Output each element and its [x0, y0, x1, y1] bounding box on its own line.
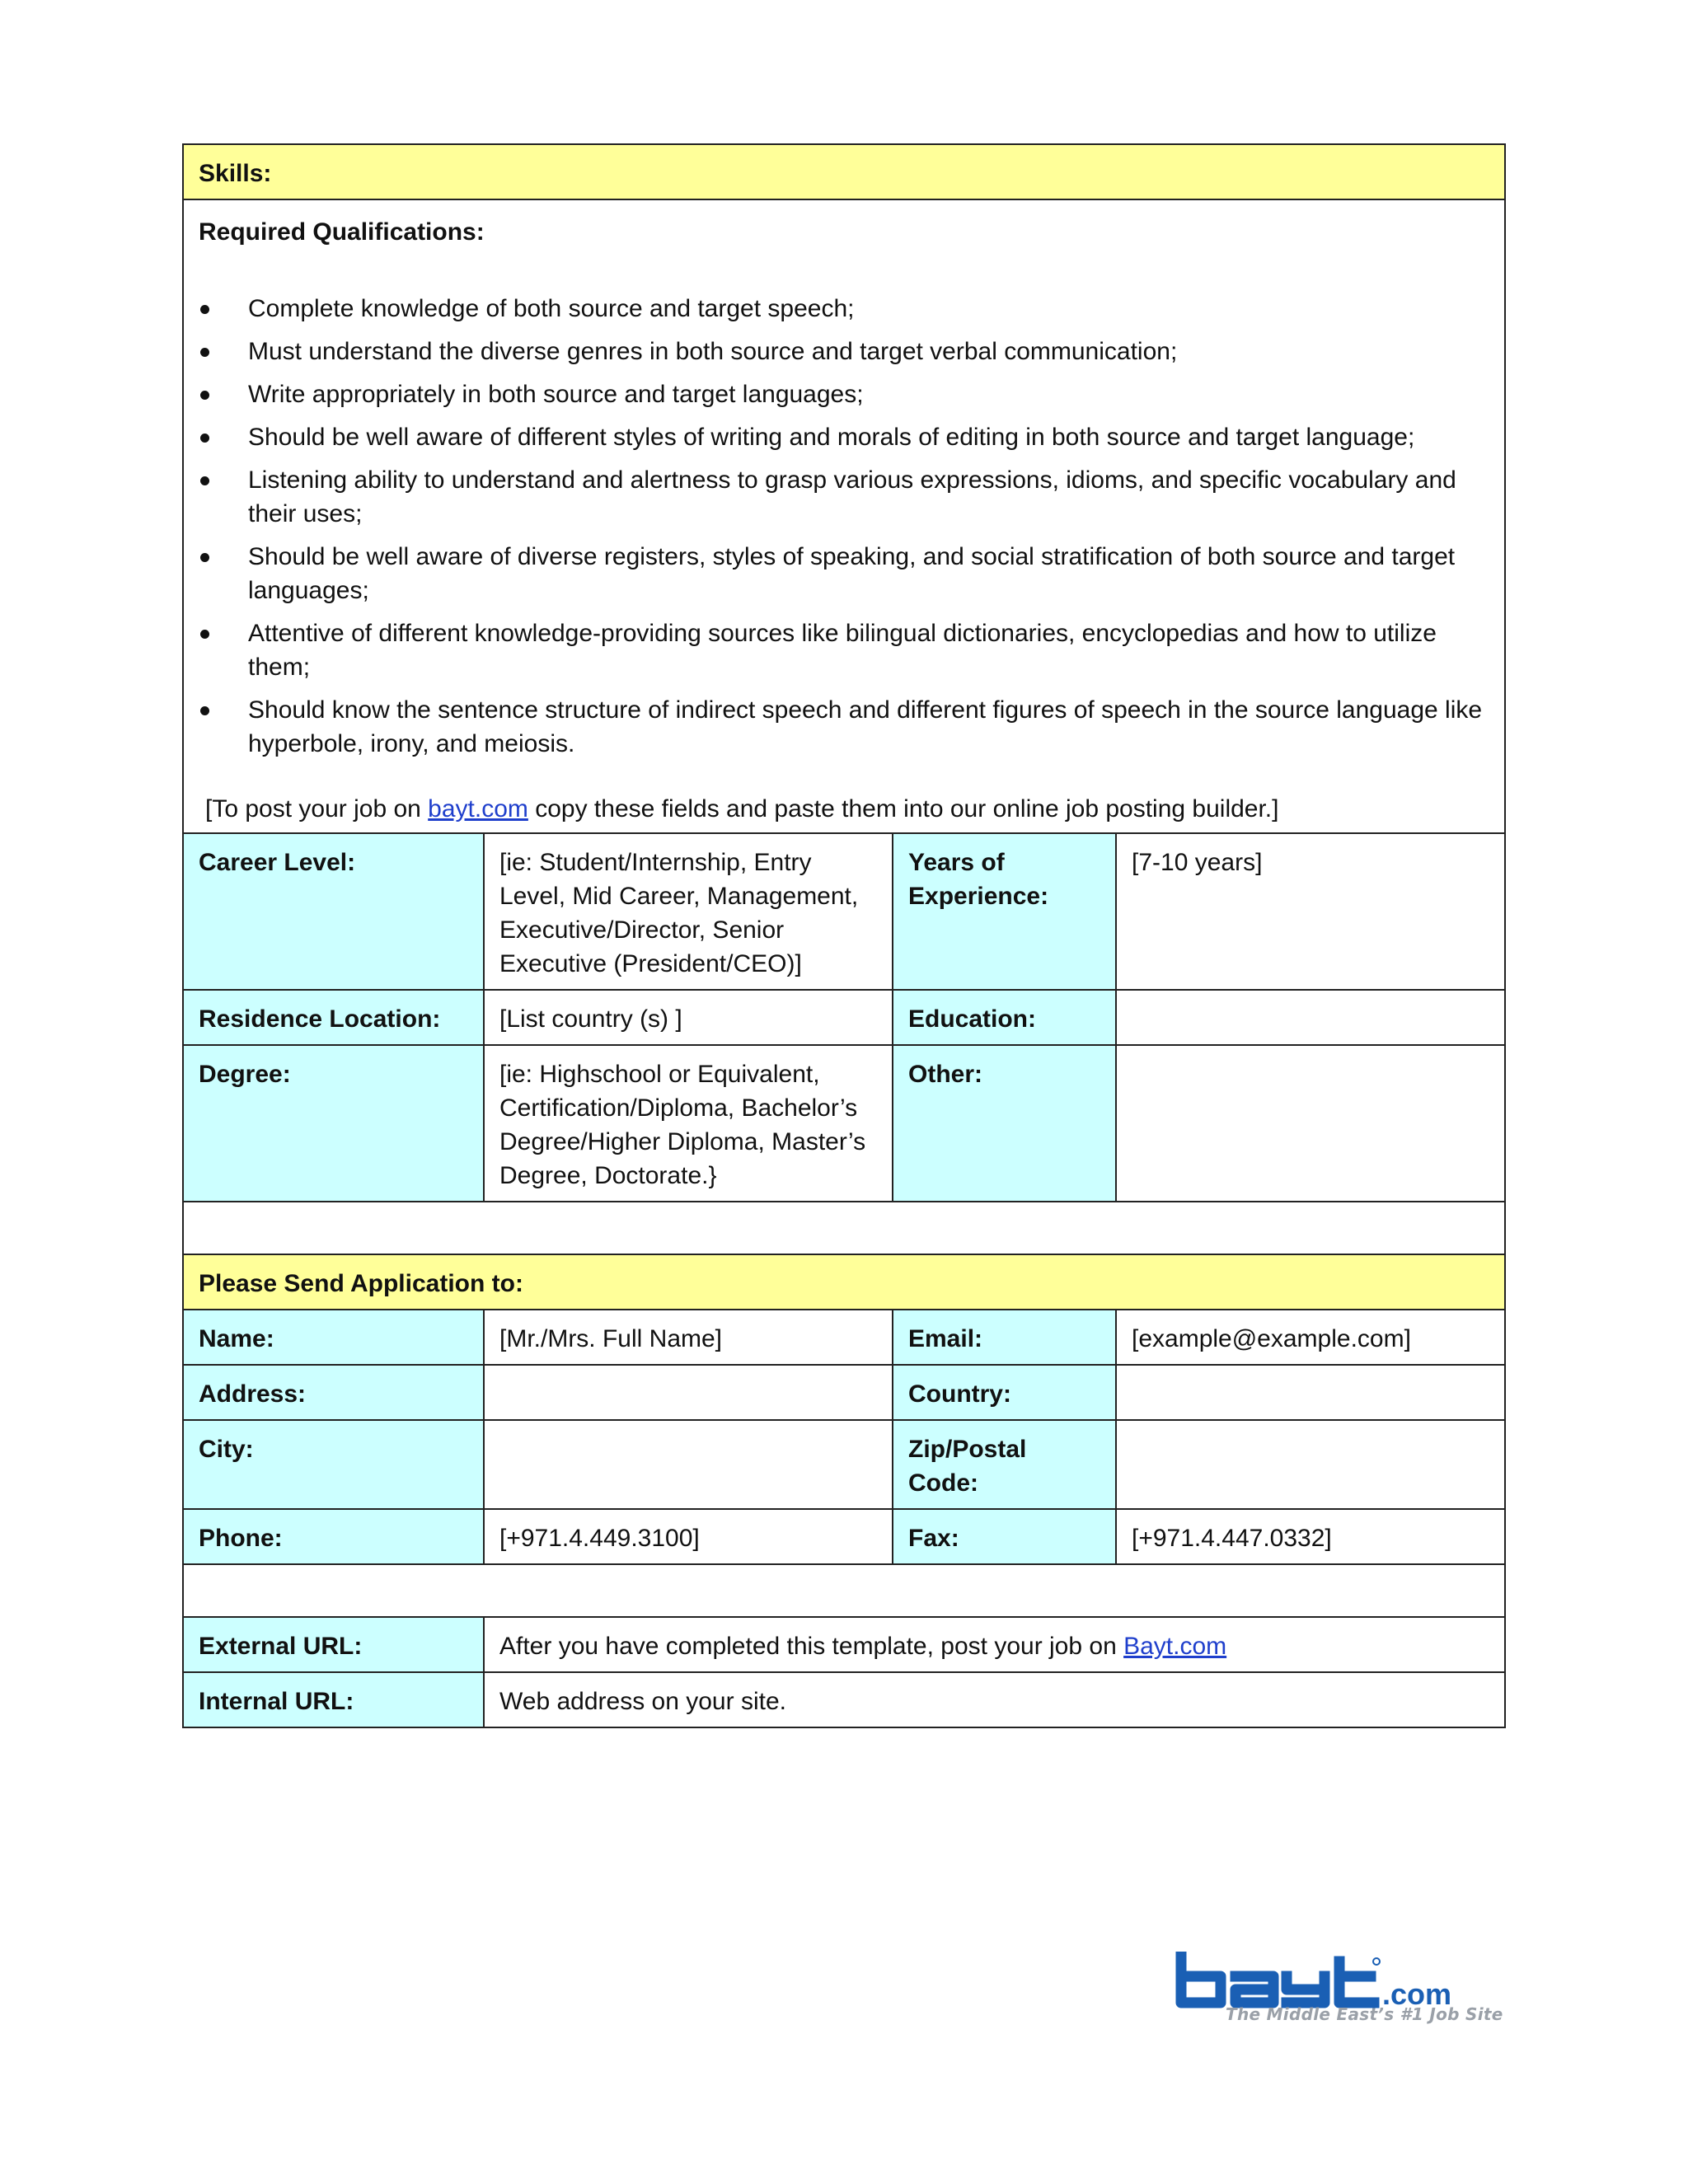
bullet-icon: [200, 305, 209, 314]
phone-fax-row: [183, 1509, 1505, 1564]
skills-body: [183, 199, 1505, 833]
qualifications-list: [199, 292, 1489, 761]
skills-body-row: [183, 199, 1505, 833]
application-title: Please Send Application to:: [183, 1254, 1505, 1310]
years-experience-value[interactable]: [7-10 years]: [1116, 833, 1505, 990]
other-label: Other:: [893, 1045, 1116, 1202]
logo-tagline: The Middle East’s #1 Job Site: [1226, 2004, 1503, 2024]
job-template-table: [182, 143, 1506, 1728]
bullet-icon: [200, 630, 209, 639]
degree-row: [183, 1045, 1505, 1202]
list-item: Write appropriately in both source and target languages;: [199, 377, 1489, 411]
zip-value[interactable]: [1116, 1420, 1505, 1509]
spacer-row: [183, 1564, 1505, 1617]
other-value[interactable]: [1116, 1045, 1505, 1202]
bullet-icon: [200, 706, 209, 715]
fax-label: Fax:: [893, 1509, 1116, 1564]
city-zip-row: [183, 1420, 1505, 1509]
bullet-icon: [200, 391, 209, 400]
career-level-row: [183, 833, 1505, 990]
address-label: Address:: [183, 1365, 484, 1420]
residence-location-label: Residence Location:: [183, 990, 484, 1045]
external-url-row: [183, 1617, 1505, 1672]
phone-value[interactable]: [+971.4.449.3100]: [484, 1509, 893, 1564]
bullet-icon: [200, 553, 209, 562]
degree-value[interactable]: [ie: Highschool or Equivalent, Certification/Diploma, Bachelor’s Degree/Higher Diploma, Master’s Degree, Doctorate.}: [484, 1045, 893, 1202]
name-label: Name:: [183, 1310, 484, 1365]
city-label: City:: [183, 1420, 484, 1509]
career-level-label: Career Level:: [183, 833, 484, 990]
country-value[interactable]: [1116, 1365, 1505, 1420]
education-value[interactable]: [1116, 990, 1505, 1045]
country-label: Country:: [893, 1365, 1116, 1420]
external-url-value: After you have completed this template, post your job on Bayt.com: [484, 1617, 1505, 1672]
fax-value[interactable]: [+971.4.447.0332]: [1116, 1509, 1505, 1564]
education-label: Education:: [893, 990, 1116, 1045]
degree-label: Degree:: [183, 1045, 484, 1202]
spacer-cell: [183, 1202, 1505, 1254]
address-country-row: [183, 1365, 1505, 1420]
address-value[interactable]: [484, 1365, 893, 1420]
zip-label: Zip/Postal Code:: [893, 1420, 1116, 1509]
career-level-value[interactable]: [ie: Student/Internship, Entry Level, Mid Career, Management, Executive/Director, Senior Executive (President/CEO)]: [484, 833, 893, 990]
bullet-icon: [200, 434, 209, 443]
bullet-icon: [200, 476, 209, 485]
spacer-row: [183, 1202, 1505, 1254]
external-url-label: External URL:: [183, 1617, 484, 1672]
email-label: Email:: [893, 1310, 1116, 1365]
email-value[interactable]: [example@example.com]: [1116, 1310, 1505, 1365]
list-item: Complete knowledge of both source and target speech;: [199, 292, 1489, 326]
application-header-row: [183, 1254, 1505, 1310]
spacer-cell: [183, 1564, 1505, 1617]
internal-url-value[interactable]: Web address on your site.: [484, 1672, 1505, 1727]
bayt-link[interactable]: bayt.com: [428, 795, 528, 823]
phone-label: Phone:: [183, 1509, 484, 1564]
post-job-note: [To post your job on bayt.com copy these fields and paste them into our online job posting builder.]: [205, 795, 1279, 823]
list-item: Must understand the diverse genres in both source and target verbal communication;: [199, 335, 1489, 368]
name-email-row: [183, 1310, 1505, 1365]
bayt-post-link[interactable]: Bayt.com: [1123, 1633, 1227, 1660]
list-item: Should know the sentence structure of indirect speech and different figures of speech in the source language like hyperbole, irony, and meiosis.: [199, 693, 1489, 761]
bullet-icon: [200, 348, 209, 357]
required-qualifications-title: Required Qualifications:: [199, 218, 485, 246]
list-item: Listening ability to understand and alertness to grasp various expressions, idioms, and specific vocabulary and their uses;: [199, 463, 1489, 531]
city-value[interactable]: [484, 1420, 893, 1509]
skills-title: Skills:: [183, 144, 1505, 199]
residence-row: [183, 990, 1505, 1045]
list-item: Should be well aware of diverse registers, styles of speaking, and social stratification of both source and target languages;: [199, 540, 1489, 607]
internal-url-label: Internal URL:: [183, 1672, 484, 1727]
logo-dotcom: .com: [1382, 1977, 1452, 2011]
internal-url-row: [183, 1672, 1505, 1727]
skills-header-row: [183, 144, 1505, 199]
years-experience-label: Years of Experience:: [893, 833, 1116, 990]
list-item: Should be well aware of different styles of writing and morals of editing in both source and target language;: [199, 420, 1489, 454]
name-value[interactable]: [Mr./Mrs. Full Name]: [484, 1310, 893, 1365]
list-item: Attentive of different knowledge-providing sources like bilingual dictionaries, encyclopedias and how to utilize them;: [199, 616, 1489, 684]
residence-location-value[interactable]: [List country (s) ]: [484, 990, 893, 1045]
